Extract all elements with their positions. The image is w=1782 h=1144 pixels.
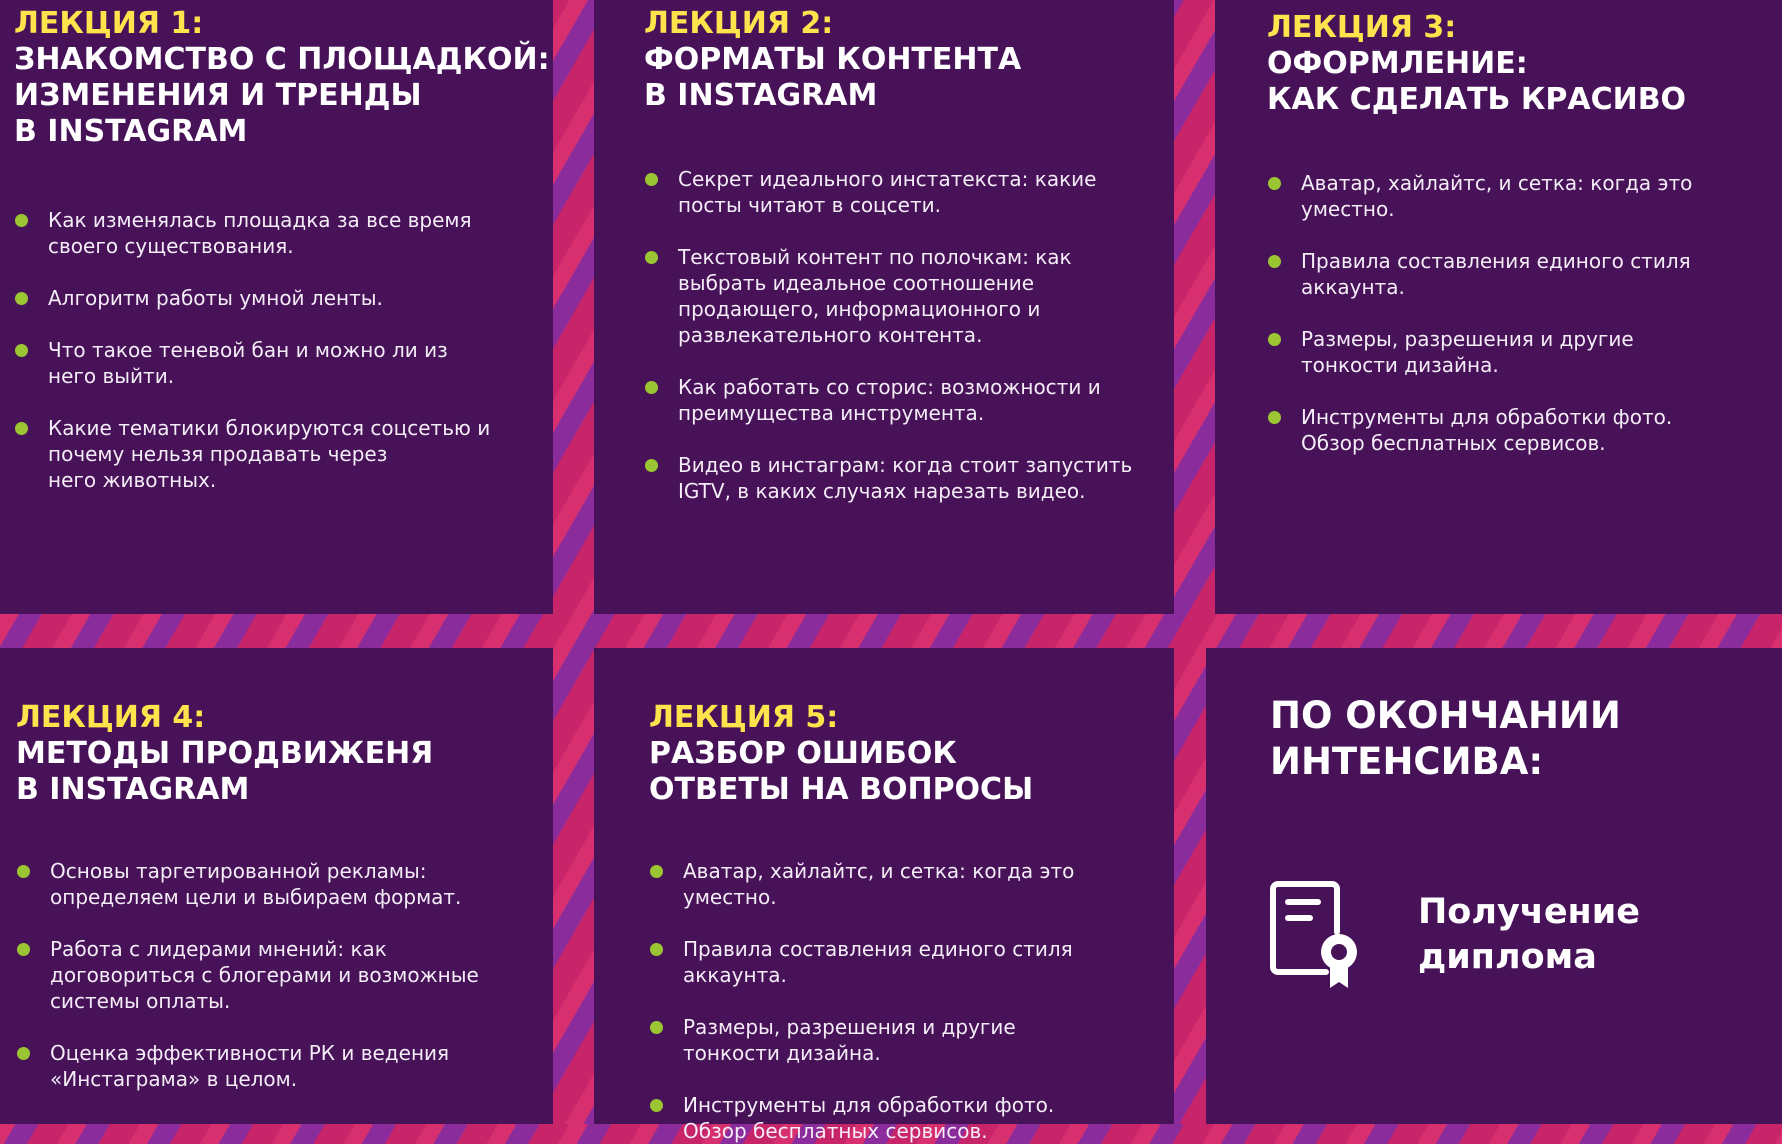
lecture-topics — [16, 858, 536, 1092]
list-item: Как работать со сторис: возможности и преимущества инструмента. — [644, 374, 1169, 426]
list-item: Текстовый контент по полочкам: как выбрать идеальное соотношение продающего, информационного и развлекательного контента. — [644, 244, 1169, 348]
bullet-dot-icon — [15, 292, 28, 305]
bullet-dot-icon — [15, 422, 28, 435]
final-title: ПО ОКОНЧАНИИ ИНТЕНСИВА: — [1270, 694, 1621, 783]
lecture-label: ЛЕКЦИЯ 3: — [1267, 10, 1457, 45]
lecture-label: ЛЕКЦИЯ 2: — [644, 6, 834, 41]
list-item: Аватар, хайлайтс, и сетка: когда это уместно. — [1267, 170, 1782, 222]
bullet-dot-icon — [645, 251, 658, 264]
bullet-dot-icon — [650, 1099, 663, 1112]
lecture-title: МЕТОДЫ ПРОДВИЖЕНЯ В INSTAGRAM — [16, 736, 434, 807]
lecture-title: ЗНАКОМСТВО С ПЛОЩАДКОЙ: ИЗМЕНЕНИЯ И ТРЕНДЫ В INSTAGRAM — [14, 42, 550, 149]
bullet-dot-icon — [1268, 333, 1281, 346]
list-item: Видео в инстаграм: когда стоит запустить IGTV, в каких случаях нарезать видео. — [644, 452, 1169, 504]
final-card — [1206, 648, 1782, 1124]
lecture-label: ЛЕКЦИЯ 4: — [16, 700, 206, 735]
lecture-title: ОФОРМЛЕНИЕ: КАК СДЕЛАТЬ КРАСИВО — [1267, 46, 1687, 117]
bullet-dot-icon — [1268, 177, 1281, 190]
bullet-dot-icon — [1268, 411, 1281, 424]
list-item: Аватар, хайлайтс, и сетка: когда это уместно. — [649, 858, 1174, 910]
bullet-dot-icon — [1268, 255, 1281, 268]
lecture-card-3 — [1215, 0, 1782, 614]
lecture-card-2 — [594, 0, 1174, 614]
bullet-dot-icon — [650, 943, 663, 956]
bullet-dot-icon — [15, 344, 28, 357]
bullet-dot-icon — [645, 381, 658, 394]
bullet-dot-icon — [17, 865, 30, 878]
bullet-dot-icon — [650, 865, 663, 878]
list-item: Правила составления единого стиля аккаунта. — [649, 936, 1174, 988]
lecture-topics — [649, 858, 1174, 1144]
bullet-dot-icon — [17, 943, 30, 956]
diploma-certificate-icon — [1270, 880, 1362, 992]
list-item: Работа с лидерами мнений: как договориться с блогерами и возможные системы оплаты. — [16, 936, 536, 1014]
lecture-title: ФОРМАТЫ КОНТЕНТА В INSTAGRAM — [644, 42, 1022, 113]
bullet-dot-icon — [645, 173, 658, 186]
lecture-title: РАЗБОР ОШИБОК ОТВЕТЫ НА ВОПРОСЫ — [649, 736, 1034, 807]
bullet-dot-icon — [15, 214, 28, 227]
bullet-dot-icon — [650, 1021, 663, 1034]
lecture-topics — [1267, 170, 1782, 456]
list-item: Какие тематики блокируются соцсетью и почему нельзя продавать через него животных. — [14, 415, 534, 493]
list-item: Что такое теневой бан и можно ли из него выйти. — [14, 337, 534, 389]
diploma-text: Получение диплома — [1418, 892, 1640, 977]
list-item: Размеры, разрешения и другие тонкости дизайна. — [649, 1014, 1174, 1066]
list-item: Как изменялась площадка за все время своего существования. — [14, 207, 534, 259]
lecture-card-5 — [594, 648, 1174, 1143]
list-item: Алгоритм работы умной ленты. — [14, 285, 534, 311]
bullet-dot-icon — [17, 1047, 30, 1060]
list-item: Размеры, разрешения и другие тонкости дизайна. — [1267, 326, 1782, 378]
list-item: Инструменты для обработки фото. Обзор бесплатных сервисов. — [649, 1092, 1174, 1144]
lecture-card-4 — [0, 648, 553, 1124]
lecture-topics — [644, 166, 1169, 504]
lecture-label: ЛЕКЦИЯ 1: — [14, 6, 204, 41]
list-item: Оценка эффективности РК и ведения «Инстаграма» в целом. — [16, 1040, 536, 1092]
lecture-card-1 — [0, 0, 553, 614]
list-item: Основы таргетированной рекламы: определяем цели и выбираем формат. — [16, 858, 536, 910]
bullet-dot-icon — [645, 459, 658, 472]
lecture-topics — [14, 207, 534, 493]
list-item: Секрет идеального инстатекста: какие посты читают в соцсети. — [644, 166, 1169, 218]
lecture-label: ЛЕКЦИЯ 5: — [649, 700, 839, 735]
list-item: Инструменты для обработки фото. Обзор бесплатных сервисов. — [1267, 404, 1782, 456]
diploma-icon-svg — [1270, 880, 1362, 992]
list-item: Правила составления единого стиля аккаунта. — [1267, 248, 1782, 300]
